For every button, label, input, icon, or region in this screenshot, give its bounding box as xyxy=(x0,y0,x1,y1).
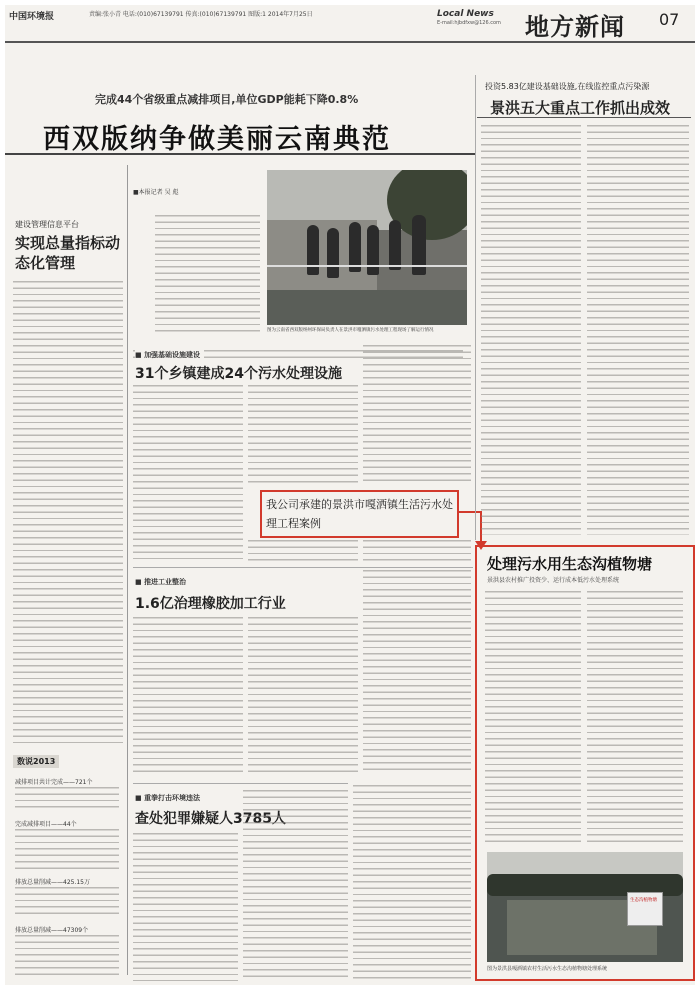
body-column xyxy=(587,125,689,535)
main-headline: 西双版纳争做美丽云南典范 xyxy=(43,124,391,155)
left-title: 实现总量指标动态化管理 xyxy=(15,234,121,272)
local-news-label: Local News xyxy=(437,9,494,19)
sub-label: ■ 加强基础设施建设 xyxy=(135,350,204,360)
body-column xyxy=(587,591,683,846)
callout-arrow xyxy=(457,511,482,513)
headline-rule xyxy=(5,153,475,155)
right-kicker: 投资5.83亿建设基础设施,在线监控重点污染源 xyxy=(485,82,650,91)
body-column xyxy=(243,790,348,981)
pond-photo xyxy=(487,852,683,962)
data-item-text xyxy=(15,887,119,917)
data-box xyxy=(9,753,123,983)
left-body-text xyxy=(13,281,123,745)
pond-photo-caption: 图为景洪县嘎洒镇农村生活污水生态沟植物塘处理系统 xyxy=(487,966,608,972)
body-column xyxy=(133,833,238,981)
body-column xyxy=(248,385,358,485)
page-number: 07 xyxy=(659,10,680,29)
masthead xyxy=(5,5,695,43)
body-column xyxy=(353,785,471,981)
sub-title: 1.6亿治理橡胶加工行业 xyxy=(135,596,286,612)
right-title: 景洪五大重点工作抓出成效 xyxy=(490,99,671,117)
masthead-email: E-mail:hjbdfxw@126.com xyxy=(437,20,501,26)
right-rule xyxy=(477,117,691,118)
data-item: 排放总量削减——425.15万 xyxy=(15,879,90,886)
callout-text: 我公司承建的景洪市嘎洒镇生活污水处理工程案例 xyxy=(266,498,453,530)
body-column xyxy=(481,125,581,535)
sub-label: ■ 推进工业整治 xyxy=(135,577,186,587)
main-kicker: 完成44个省级重点减排项目,单位GDP能耗下降0.8% xyxy=(95,93,359,106)
sub-label: ■ 重拳打击环境违法 xyxy=(135,793,200,803)
data-box-title: 数说2013 xyxy=(13,755,59,768)
data-item: 排放总量削减——47309个 xyxy=(15,927,89,934)
sub-title: 31个乡镇建成24个污水处理设施 xyxy=(135,366,342,382)
section-title: 地方新闻 xyxy=(525,13,625,41)
newspaper-page xyxy=(5,5,695,985)
column-divider xyxy=(127,165,128,975)
lead-paragraph xyxy=(155,215,260,335)
left-kicker: 建设管理信息平台 xyxy=(15,220,79,229)
body-column xyxy=(363,345,471,485)
body-column xyxy=(363,540,471,562)
data-item-text xyxy=(15,787,119,811)
data-item: 减排项目共计完成——721个 xyxy=(15,779,93,786)
pond-sign xyxy=(627,892,663,926)
masthead-info: 责编:张小青 电话:(010)67139791 传真:(010)67139791 图版:1 2014年7月25日 xyxy=(89,11,313,18)
sub-title: 查处犯罪嫌疑人3785人 xyxy=(135,811,286,827)
paper-name: 中国环境报 xyxy=(9,12,55,22)
body-column xyxy=(133,617,243,775)
data-item-text xyxy=(15,829,119,869)
body-column xyxy=(363,570,471,775)
section-divider xyxy=(133,783,348,784)
body-column xyxy=(248,540,358,562)
column-divider xyxy=(475,75,476,540)
body-column xyxy=(485,591,581,846)
data-item: 完成减排项目——44个 xyxy=(15,821,77,828)
highlighted-article xyxy=(475,545,695,981)
body-column xyxy=(248,617,358,775)
section-divider xyxy=(133,567,473,568)
highlighted-subtitle: 景洪县农村推广投资少、运行成本低污水处理系统 xyxy=(487,577,620,584)
body-column xyxy=(133,385,243,561)
callout-box xyxy=(260,490,459,538)
byline: ■本报记者 吴 彪 xyxy=(133,189,179,196)
pond-sign-text: 生态沟植物塘 xyxy=(630,898,657,903)
main-photo-caption: 图为云南省西双版纳州环保局负责人在景洪市嘎洒镇污水处理工程现场了解运行情况 xyxy=(267,328,434,333)
data-item-text xyxy=(15,935,119,975)
main-photo xyxy=(267,170,467,325)
highlighted-title: 处理污水用生态沟植物塘 xyxy=(487,555,653,573)
